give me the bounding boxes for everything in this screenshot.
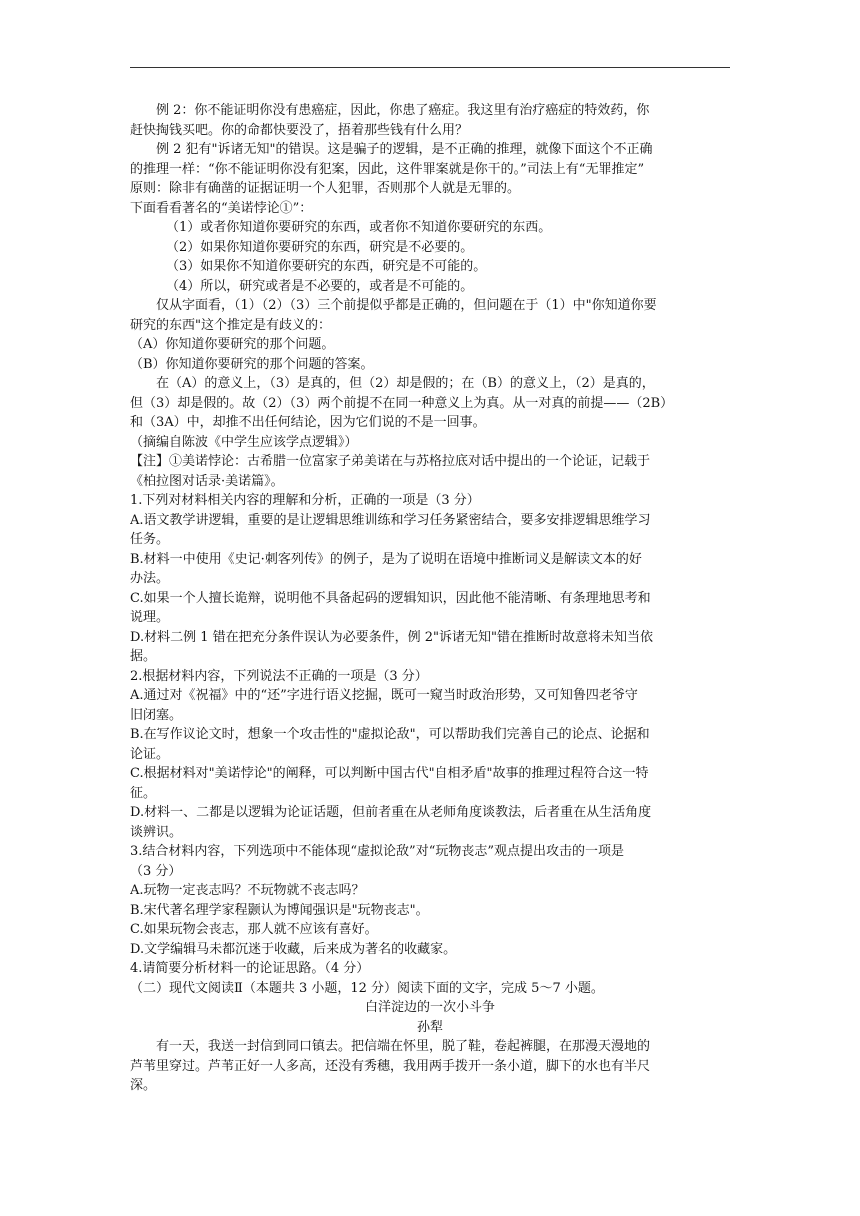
text-line: A.通过对《祝福》中的“还”字进行语义挖掘，既可一窥当时政治形势，又可知鲁四老爷守 bbox=[130, 688, 638, 703]
text-line: 原则：除非有确凿的证据证明一个人犯罪，否则那个人就是无罪的。 bbox=[130, 181, 521, 196]
text-line: D.材料一、二都是以逻辑为论证话题，但前者重在从老师角度谈教法，后者重在从生活角度 bbox=[130, 805, 652, 820]
text-line: C.如果一个人擅长诡辩，说明他不具备起码的逻辑知识，因此他不能清晰、有条理地思考和 bbox=[130, 590, 651, 606]
text-line: 任务。 bbox=[130, 532, 170, 547]
document-body bbox=[130, 101, 730, 1096]
text-line: （B）你知道你要研究的那个问题的答案。 bbox=[130, 356, 374, 372]
text-line: 《柏拉图对话录·美诺篇》。 bbox=[130, 473, 284, 489]
text-line: （摘编自陈波《中学生应该学点逻辑》） bbox=[130, 434, 358, 450]
text-line: 孙犁 bbox=[416, 1019, 443, 1035]
text-line: 2.根据材料内容，下列说法不正确的一项是（3 分） bbox=[130, 668, 428, 684]
text-line: （3）如果你不知道你要研究的东西，研究是不可能的。 bbox=[166, 259, 487, 274]
text-line: C.根据材料对"美诺悖论"的阐释，可以判断中国古代"自相矛盾"故事的推理过程符合这一特 bbox=[130, 766, 649, 781]
header-rule bbox=[130, 67, 730, 68]
text-line: 旧闭塞。 bbox=[130, 707, 183, 723]
text-line: A.玩物一定丧志吗？不玩物就不丧志吗？ bbox=[130, 883, 365, 898]
text-line: C.如果玩物会丧志，那人就不应该有喜好。 bbox=[130, 922, 378, 937]
text-line: 征。 bbox=[130, 785, 157, 801]
text-line: 说理。 bbox=[130, 610, 170, 625]
text-line: （3 分） bbox=[130, 863, 182, 879]
text-line: （4）所以，研究或者是不必要的，或者是不可能的。 bbox=[166, 278, 474, 294]
text-line: 的推理一样：“你不能证明你没有犯案，因此，这件罪案就是你干的。”司法上有“无罪推定” bbox=[130, 161, 645, 177]
text-line: 有一天，我送一封信到同口镇去。把信端在怀里，脱了鞋，卷起裤腿，在那漫天漫地的 bbox=[156, 1039, 651, 1054]
text-line: 白洋淀边的一次小斗争 bbox=[364, 1000, 495, 1015]
text-line: 【注】①美诺悖论：古希腊一位富家子弟美诺在与苏格拉底对话中提出的一个论证，记载于 bbox=[130, 454, 651, 469]
text-line: （2）如果你知道你要研究的东西，研究是不必要的。 bbox=[166, 239, 474, 255]
text-line: 4.请简要分析材料一的论证思路。（4 分） bbox=[130, 961, 370, 976]
text-line: （1）或者你知道你要研究的东西，或者你不知道你要研究的东西。 bbox=[166, 220, 552, 235]
text-line: 赶快掏钱买吧。你的命都快要没了，捂着那些钱有什么用？ bbox=[130, 122, 469, 138]
text-line: 下面看看著名的“美诺悖论①”： bbox=[130, 200, 313, 216]
text-line: 在（A）的意义上，（3）是真的，但（2）却是假的；在（B）的意义上，（2）是真的， bbox=[156, 376, 655, 391]
text-line: 论证。 bbox=[130, 746, 170, 762]
text-line: 仅从字面看，（1）（2）（3）三个前提似乎都是正确的，但问题在于（1）中"你知道你要 bbox=[156, 298, 657, 313]
text-line: 1.下列对材料相关内容的理解和分析，正确的一项是（3 分） bbox=[130, 493, 480, 508]
text-line: 据。 bbox=[130, 649, 157, 664]
text-line: D.文学编辑马未都沉迷于收藏，后来成为著名的收藏家。 bbox=[130, 941, 457, 957]
text-line: 办法。 bbox=[130, 571, 170, 586]
text-line: 和（3A）中，却推不出任何结论，因为它们说的不是一回事。 bbox=[130, 415, 486, 430]
text-line: B.材料一中使用《史记·刺客列传》的例子，是为了说明在语境中推断词义是解读文本的好 bbox=[130, 551, 642, 567]
text-line: 例 2 犯有"诉诸无知"的错误。这是骗子的逻辑，是不正确的推理，就像下面这个不正确 bbox=[156, 142, 653, 157]
text-line: 研究的东西"这个推定是有歧义的： bbox=[130, 317, 331, 333]
text-line: B.在写作议论文时，想象一个攻击性的"虚拟论敌"，可以帮助我们完善自己的论点、论据和 bbox=[130, 727, 650, 742]
text-line: 芦苇里穿过。芦苇正好一人多高，还没有秀穗，我用两手拨开一条小道，脚下的水也有半尺 bbox=[130, 1058, 651, 1074]
text-line: 3.结合材料内容，下列选项中不能体现“虚拟论敌”对“玩物丧志”观点提出攻击的一项是 bbox=[130, 844, 624, 859]
text-line: 谈辨识。 bbox=[130, 824, 183, 840]
text-line: D.材料二例 1 错在把充分条件误认为必要条件，例 2"诉诸无知"错在推断时故意将未知当依 bbox=[130, 629, 653, 645]
text-line: （A）你知道你要研究的那个问题。 bbox=[130, 337, 335, 352]
text-line: （二）现代文阅读Ⅱ（本题共 3 小题，12 分）阅读下面的文字，完成 5～7 小题。 bbox=[130, 980, 604, 996]
text-line: 例 2：你不能证明你没有患癌症，因此，你患了癌症。我这里有治疗癌症的特效药，你 bbox=[156, 103, 650, 118]
text-line: 深。 bbox=[130, 1078, 157, 1093]
text-line: B.宋代著名理学家程颢认为博闻强识是"玩物丧志"。 bbox=[130, 902, 429, 918]
text-line: 但（3）却是假的。故（2）（3）两个前提不在同一种意义上为真。从一对真的前提——（2B） bbox=[130, 395, 674, 411]
text-line: A.语文教学讲逻辑，重要的是让逻辑思维训练和学习任务紧密结合，要多安排逻辑思维学习 bbox=[130, 512, 651, 528]
